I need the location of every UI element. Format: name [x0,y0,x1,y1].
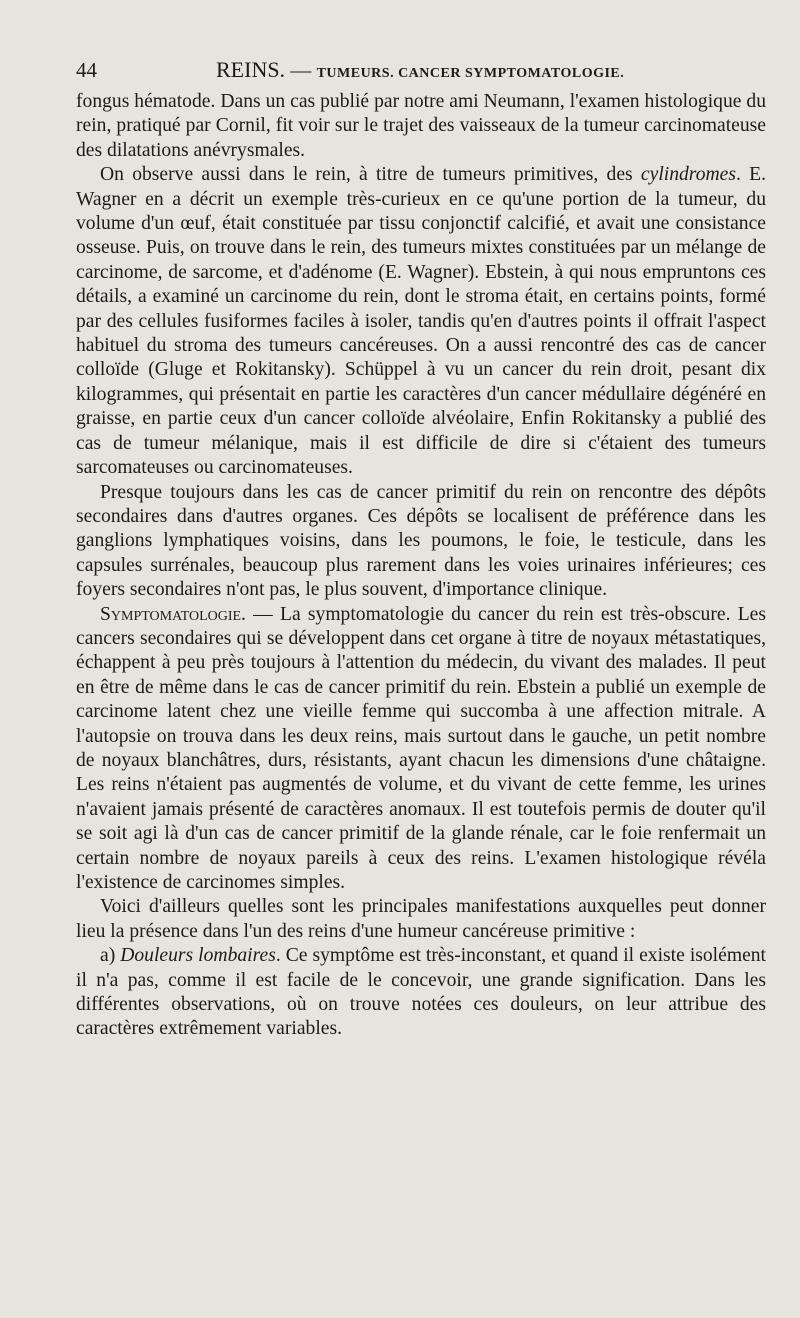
paragraph [76,481,766,603]
paragraph [76,90,766,163]
text-run: — La symptomatologie du cancer du rein est très-obscure. Les cancers secondaires qui se développent dans cet organe à titre de noyaux métastatiques, échappent à peu près toujours à l'attention du médecin, du vivant des malades. Il peut en être de même dans le cas de cancer primitif du rein. Ebstein a publié un exemple de carcinome latent chez une vieille femme qui succomba à une affection mitrale. A l'autopsie on trouva dans les deux reins, mais surtout dans le gauche, un petit nombre de noyaux blanchâtres, durs, résistants, ayant chacun les dimensions d'une châtaigne. Les reins n'étaient pas augmentés de volume, et du vivant de cette femme, les urines n'avaient jamais présenté de caractères anomaux. Il est toutefois permis de douter qu'il se soit agi là d'un cas de cancer primitif de la glande rénale, car le foie renfermait un certain nombre de noyaux pareils à ceux des reins. L'examen histologique révéla l'existence de carcinomes simples. [76,603,766,893]
paragraph [76,944,766,1042]
text-run: fongus hématode. Dans un cas publié par notre ami Neumann, l'examen histologique du rein, pratiqué par Cornil, fit voir sur le trajet des vaisseaux de la tumeur carcinomateuse des dilatations anévrysmales. [76,91,766,161]
text-run: Voici d'ailleurs quelles sont les principales manifestations auxquelles peut donner lieu la présence dans l'un des reins d'une humeur cancéreuse primitive : [76,896,766,942]
running-title-dash: — [290,58,312,82]
text-run: . Ce symptôme est très-inconstant, et quand il existe isolément il n'a pas, comme il est facile de le concevoir, une grande signification. Dans les différentes observations, où on trouve notées ces douleurs, on leur attribue des caractères extrêmement variables. [76,945,767,1040]
text-run: Presque toujours dans les cas de cancer primitif du rein on rencontre des dépôts secondaires dans d'autres organes. Ces dépôts se localisent de préférence dans les ganglions lymphatiques voisins, dans les poumons, le foie, le testicule, dans les capsules surrénales, beaucoup plus rarement dans les voies urinaires inférieures; ces foyers secondaires n'ont pas, le plus souvent, d'importance clinique. [76,481,766,601]
text-run: . E. Wagner en a décrit un exemple très-curieux en ce qu'une portion de la tumeur, du volume d'un œuf, était constituée par tissu conjonctif calcifié, et avait une consistance osseuse. Puis, on trouve dans le rein, des tumeurs mixtes constituées par un mélange de carcinome, de sarcome, et d'adénome (E. Wagner). Ebstein, à qui nous empruntons ces détails, a examiné un carcinome du rein, dont le stroma était, en certains points, formé par des cellules fusiformes faciles à isoler, tandis qu'en d'autres points il offrait l'aspect habituel du stroma des tumeurs cancéreuses. On a aussi rencontré des cas de cancer colloïde (Gluge et Rokitansky). Schüppel à vu un cancer du rein droit, pesant dix kilogrammes, qui présentait en partie les caractères d'un cancer médullaire dégénéré en graisse, en partie ceux d'un cancer colloïde alvéolaire, Enfin Rokitansky a publié des cas de tumeur mélanique, mais il est difficile de dire si c'étaient des tumeurs sarcomateuses ou carcinomateuses. [76,164,766,479]
italic-term: Douleurs lombaires [120,945,276,967]
page-header [76,52,766,88]
paragraph [76,895,766,944]
italic-term: cylindromes [640,164,736,186]
running-title-main: REINS. [216,57,286,82]
running-title-sub: TUMEURS. CANCER SYMPTOMATOLOGIE. [316,66,625,81]
running-title [216,52,624,92]
body-text [76,90,766,1042]
text-run: On observe aussi dans le rein, à titre de tumeurs primitives, des [100,164,641,186]
text-run: a) [100,945,121,967]
paragraph [76,603,766,896]
section-heading: Symptomatologie. [100,603,246,625]
paragraph [76,163,766,480]
page-number: 44 [76,58,97,82]
